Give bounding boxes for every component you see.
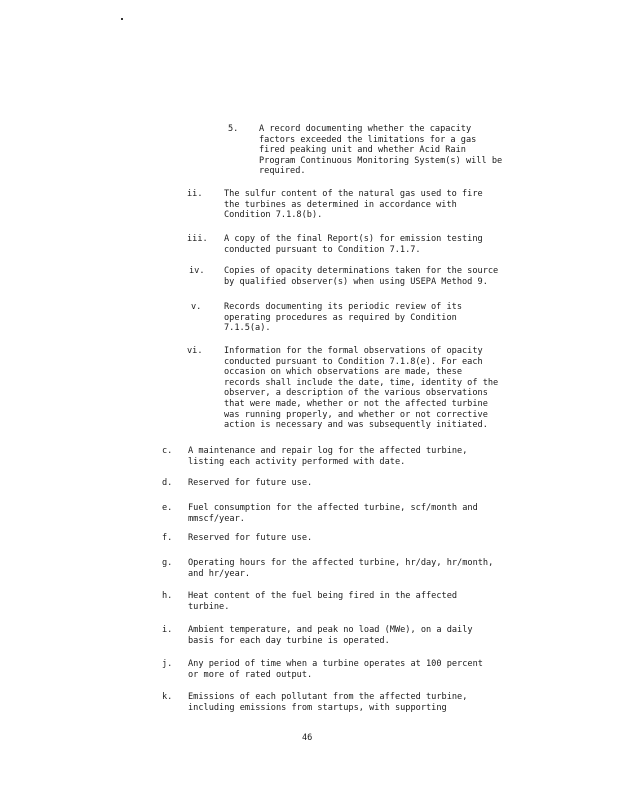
item-text: Reserved for future use. [188, 533, 313, 543]
item-text: Emissions of each pollutant from the affected turbine, including emissions from startups, with supporting [188, 692, 468, 713]
item-label: c. [162, 446, 173, 456]
item-label: g. [162, 558, 173, 568]
item-text: Reserved for future use. [188, 478, 313, 488]
item-label: v. [191, 302, 202, 312]
scan-speck [121, 18, 123, 20]
item-label: 5. [228, 124, 239, 134]
item-text: A copy of the final Report(s) for emission testing conducted pursuant to Condition 7.1.7. [224, 234, 483, 255]
item-label: j. [162, 659, 173, 669]
item-text: Information for the formal observations of opacity conducted pursuant to Condition 7.1.8(e). For each occasion on which observations are made, these records shall include the date, time, identity of the observer, a description of the various observations that were made, whether or not the affected turbine was running properly, and whether or not corrective action is necessary and was subsequently initiated. [224, 346, 499, 431]
item-label: d. [162, 478, 173, 488]
item-label: iii. [187, 234, 208, 244]
item-label: k. [162, 692, 173, 702]
item-label: i. [162, 625, 173, 635]
item-text: Fuel consumption for the affected turbine, scf/month and mmscf/year. [188, 503, 478, 524]
item-text: Any period of time when a turbine operates at 100 percent or more of rated output. [188, 659, 483, 680]
item-label: h. [162, 591, 173, 601]
item-text: The sulfur content of the natural gas used to fire the turbines as determined in accordance with Condition 7.1.8(b). [224, 189, 483, 221]
page-number: 46 [302, 733, 313, 743]
item-text: A maintenance and repair log for the affected turbine, listing each activity performed with date. [188, 446, 468, 467]
item-text: Ambient temperature, and peak no load (MWe), on a daily basis for each day turbine is operated. [188, 625, 473, 646]
item-text: A record documenting whether the capacity factors exceeded the limitations for a gas fired peaking unit and whether Acid Rain Program Continuous Monitoring System(s) will be required. [259, 124, 503, 177]
item-text: Copies of opacity determinations taken for the source by qualified observer(s) when using USEPA Method 9. [224, 266, 499, 287]
item-text: Heat content of the fuel being fired in the affected turbine. [188, 591, 458, 612]
item-label: vi. [187, 346, 203, 356]
item-label: e. [162, 503, 173, 513]
item-label: f. [162, 533, 173, 543]
item-label: ii. [187, 189, 203, 199]
item-text: Records documenting its periodic review of its operating procedures as required by Condition 7.1.5(a). [224, 302, 462, 334]
item-label: iv. [189, 266, 205, 276]
item-text: Operating hours for the affected turbine, hr/day, hr/month, and hr/year. [188, 558, 494, 579]
